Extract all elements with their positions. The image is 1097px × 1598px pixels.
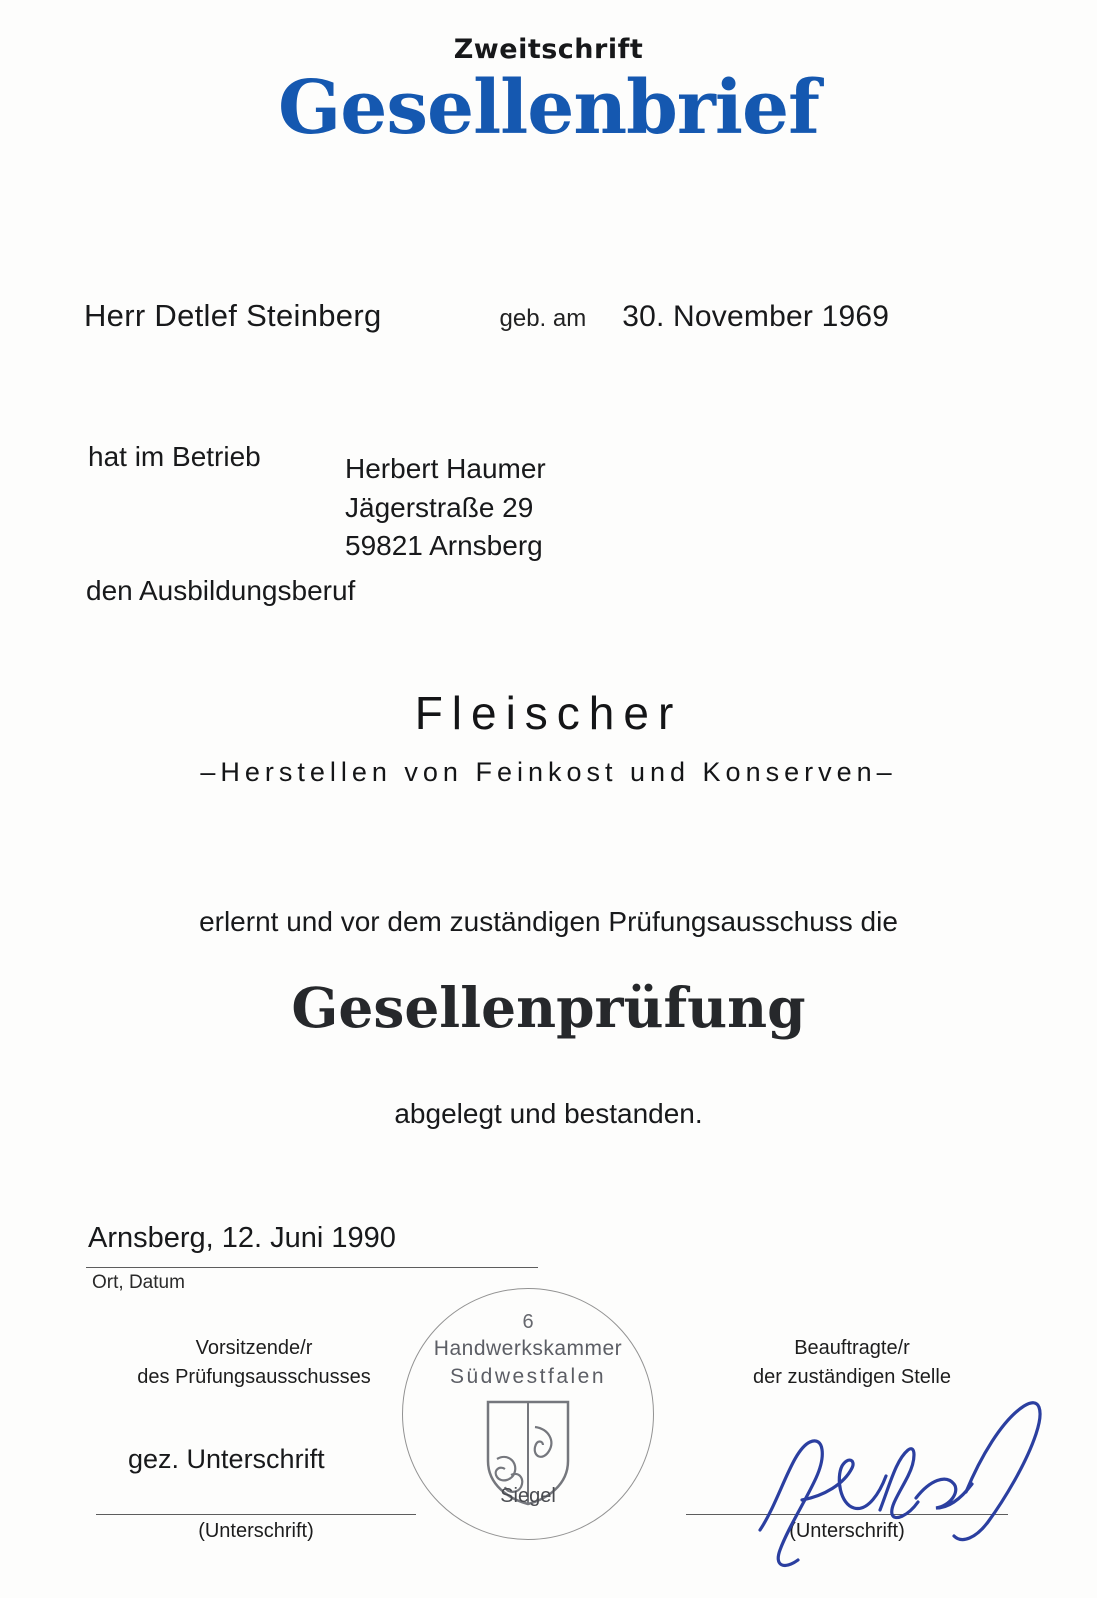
recipient-row (84, 298, 1027, 334)
signature-right-title-line2: der zuständigen Stelle (753, 1366, 951, 1388)
signature-right-caption: (Unterschrift) (789, 1520, 905, 1542)
recipient-name: Herr Detlef Steinberg (84, 298, 382, 333)
signature-left-title-line1: Vorsitzende/r (195, 1337, 313, 1359)
signature-left-typed: gez. Unterschrift (128, 1444, 325, 1474)
seal-caption: Siegel (500, 1485, 556, 1507)
birth-date-label: geb. am (499, 305, 587, 332)
document-header (0, 34, 1097, 151)
company-street: Jägerstraße 29 (345, 491, 534, 523)
signature-right-title-line1: Beauftragte/r (794, 1337, 910, 1359)
company-name: Herbert Haumer (345, 453, 546, 484)
place-date-rule (86, 1267, 538, 1268)
signature-left-title (118, 1334, 390, 1392)
profession-title: Fleischer (414, 687, 683, 739)
official-seal-stamp (402, 1288, 654, 1540)
exam-intro: erlernt und vor dem zuständigen Prüfungsausschuss die (199, 906, 898, 937)
document-kicker: Zweitschrift (453, 34, 644, 65)
signature-left-caption: (Unterschrift) (198, 1520, 314, 1542)
exam-result: abgelegt und bestanden. (394, 1098, 703, 1129)
company-label: hat im Betrieb (88, 441, 261, 472)
company-address (345, 450, 546, 566)
signature-left-title-line2: des Prüfungsausschusses (137, 1366, 371, 1388)
place-date-value: Arnsberg, 12. Juni 1990 (88, 1222, 396, 1254)
birth-date-value: 30. November 1969 (622, 300, 890, 333)
profession-specialisation: –Herstellen von Feinkost und Konserven– (200, 757, 897, 787)
seal-number: 6 (522, 1311, 534, 1333)
seal-chamber-name: Handwerkskammer (433, 1337, 623, 1360)
seal-region-name: Südwestfalen (449, 1365, 607, 1388)
signature-right-rule (686, 1514, 1008, 1515)
document-title: Gesellenbrief (278, 65, 819, 151)
exam-title: Gesellenprüfung (291, 975, 806, 1040)
place-date-caption: Ort, Datum (92, 1272, 185, 1293)
signature-left-rule (96, 1514, 416, 1515)
company-city: 59821 Arnsberg (345, 530, 543, 562)
signature-right-title (712, 1334, 992, 1392)
training-label: den Ausbildungsberuf (86, 575, 356, 606)
handwritten-signature (740, 1380, 1060, 1580)
